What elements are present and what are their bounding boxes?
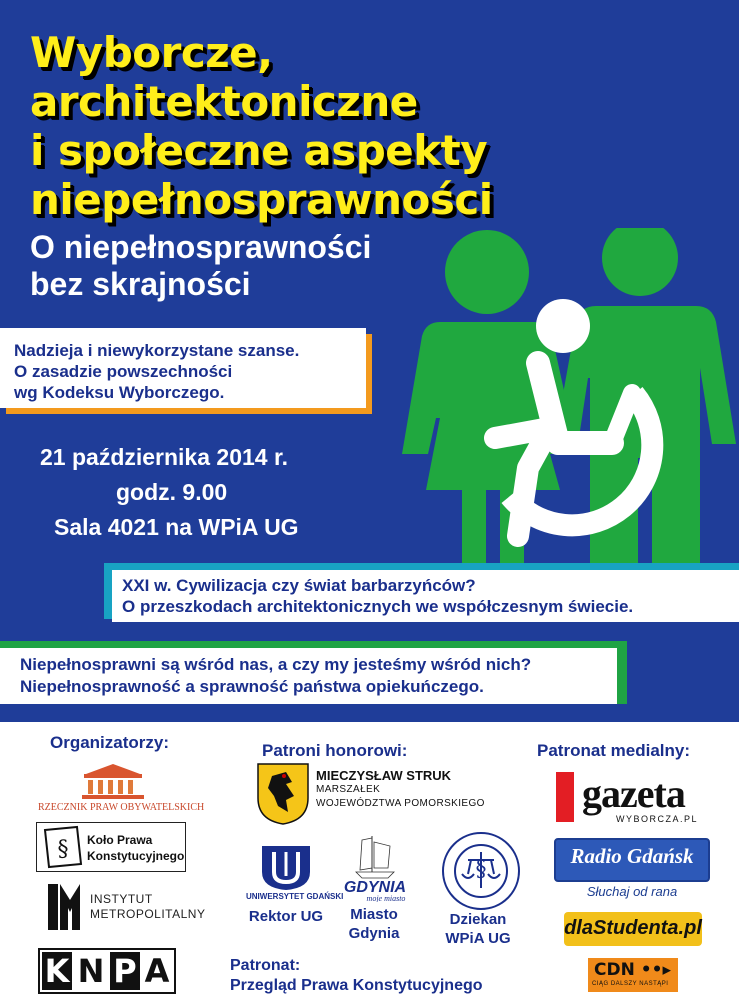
- svg-text:§: §: [57, 837, 69, 862]
- wpia-caption-1: Dziekan: [449, 911, 507, 928]
- radio-name: Radio Gdańsk: [570, 844, 694, 868]
- knpa-letter-a: A: [144, 952, 170, 990]
- gazeta-red-bar-icon: [556, 770, 576, 824]
- cdn-word: CDN: [594, 960, 635, 980]
- kpk-line-1: Koło Prawa: [87, 833, 153, 847]
- box1-line-1: Nadzieja i niewykorzystane szanse.: [14, 341, 300, 360]
- marshal-role-2: WOJEWÓDZTWA POMORSKIEGO: [316, 798, 485, 809]
- marshal-role-1: MARSZAŁEK: [316, 784, 381, 795]
- ug-logo: [246, 842, 344, 904]
- patronat-name: Przegląd Prawa Konstytucyjnego: [230, 977, 483, 994]
- knpa-logo: [38, 948, 176, 994]
- topic-box-2: [112, 570, 739, 622]
- gazeta-sub: WYBORCZA.PL: [616, 814, 699, 824]
- marshal-logo: [256, 762, 496, 826]
- gdynia-caption-2: Gdynia: [348, 925, 400, 942]
- honorary-patrons-heading: Patroni honorowi:: [262, 741, 408, 760]
- organizers-heading: Organizatorzy:: [50, 733, 170, 752]
- subtitle-line-1: O niepełnosprawności: [30, 229, 372, 265]
- sailing-ship-icon: [332, 832, 418, 902]
- rpo-name: RZECZNIK PRAW OBYWATELSKICH: [38, 802, 205, 813]
- wpia-caption-2: WPiA UG: [445, 930, 511, 947]
- gdynia-slogan: moje miasto: [366, 894, 406, 902]
- box2-line-1: XXI w. Cywilizacja czy świat barbarzyńców?: [122, 576, 476, 595]
- title-line-3: i społeczne aspekty: [30, 126, 488, 175]
- gdynia-logo: [332, 832, 418, 902]
- svg-text:§: §: [475, 857, 487, 882]
- kpk-line-2: Konstytucyjnego: [87, 849, 185, 863]
- im-mark-icon: [46, 880, 86, 932]
- wpia-logo: [438, 830, 524, 912]
- subtitle-line-2: bez skrajności: [30, 266, 251, 302]
- dlastudenta-logo: [564, 912, 702, 946]
- media-patrons-heading: Patronat medialny:: [537, 741, 691, 760]
- rpo-logo: [38, 760, 205, 816]
- cdn-logo: [588, 958, 678, 992]
- knpa-letter-n: N: [77, 952, 105, 990]
- gdynia-word: GDYNIA: [343, 879, 407, 896]
- cdn-dots-icon: ••▸: [634, 960, 672, 980]
- gdynia-caption-1: Miasto: [350, 906, 398, 923]
- knpa-letter-k: K: [42, 952, 72, 990]
- box2-line-2: O przeszkodach architektonicznych we współczesnym świecie.: [122, 597, 634, 616]
- accessibility-illustration: [400, 228, 739, 563]
- topic-box-3: [0, 648, 617, 704]
- topic-box-1: [0, 328, 366, 408]
- event-date: 21 października 2014 r.: [40, 444, 289, 470]
- event-time: godz. 9.00: [116, 479, 228, 505]
- event-details: [40, 440, 390, 545]
- gazeta-logo: [556, 770, 706, 826]
- building-icon: [38, 760, 188, 802]
- dlastudenta-text: dlaStudenta.pl: [564, 917, 702, 939]
- radio-gdansk-logo: [554, 838, 712, 904]
- im-line-1: INSTYTUT: [90, 892, 153, 906]
- gazeta-word: gazeta: [582, 771, 685, 816]
- knpa-letter-p: P: [110, 952, 140, 990]
- patronat-heading: Patronat:: [230, 957, 301, 974]
- ug-name: UNIWERSYTET GDAŃSKI: [246, 892, 344, 901]
- radio-slogan: Słuchaj od rana: [586, 884, 678, 899]
- title-line-2: architektoniczne: [30, 77, 418, 126]
- box3-line-1: Niepełnosprawni są wśród nas, a czy my jesteśmy wśród nich?: [20, 655, 532, 674]
- box3-line-2: Niepełnosprawność a sprawność państwa opiekuńczego.: [20, 677, 484, 696]
- title-line-1: Wyborcze,: [30, 28, 273, 77]
- ug-caption: Rektor UG: [248, 908, 324, 925]
- title-line-4: niepełnosprawności: [30, 175, 493, 224]
- griffin-crest-icon: [256, 762, 310, 826]
- marshal-name: MIECZYSŁAW STRUK: [316, 768, 452, 783]
- kpk-logo: [36, 822, 186, 872]
- im-line-2: METROPOLITALNY: [90, 907, 206, 921]
- faculty-seal-icon: [438, 830, 524, 912]
- box1-line-2: O zasadzie powszechności: [14, 362, 233, 381]
- event-place: Sala 4021 na WPiA UG: [54, 514, 299, 540]
- ug-emblem-icon: [246, 842, 326, 892]
- box1-line-3: wg Kodeksu Wyborczego.: [14, 383, 225, 402]
- im-logo: [46, 880, 206, 932]
- cdn-sub: CIĄG DALSZY NASTĄPI: [592, 981, 669, 987]
- paragraph-badge-icon: [41, 824, 85, 870]
